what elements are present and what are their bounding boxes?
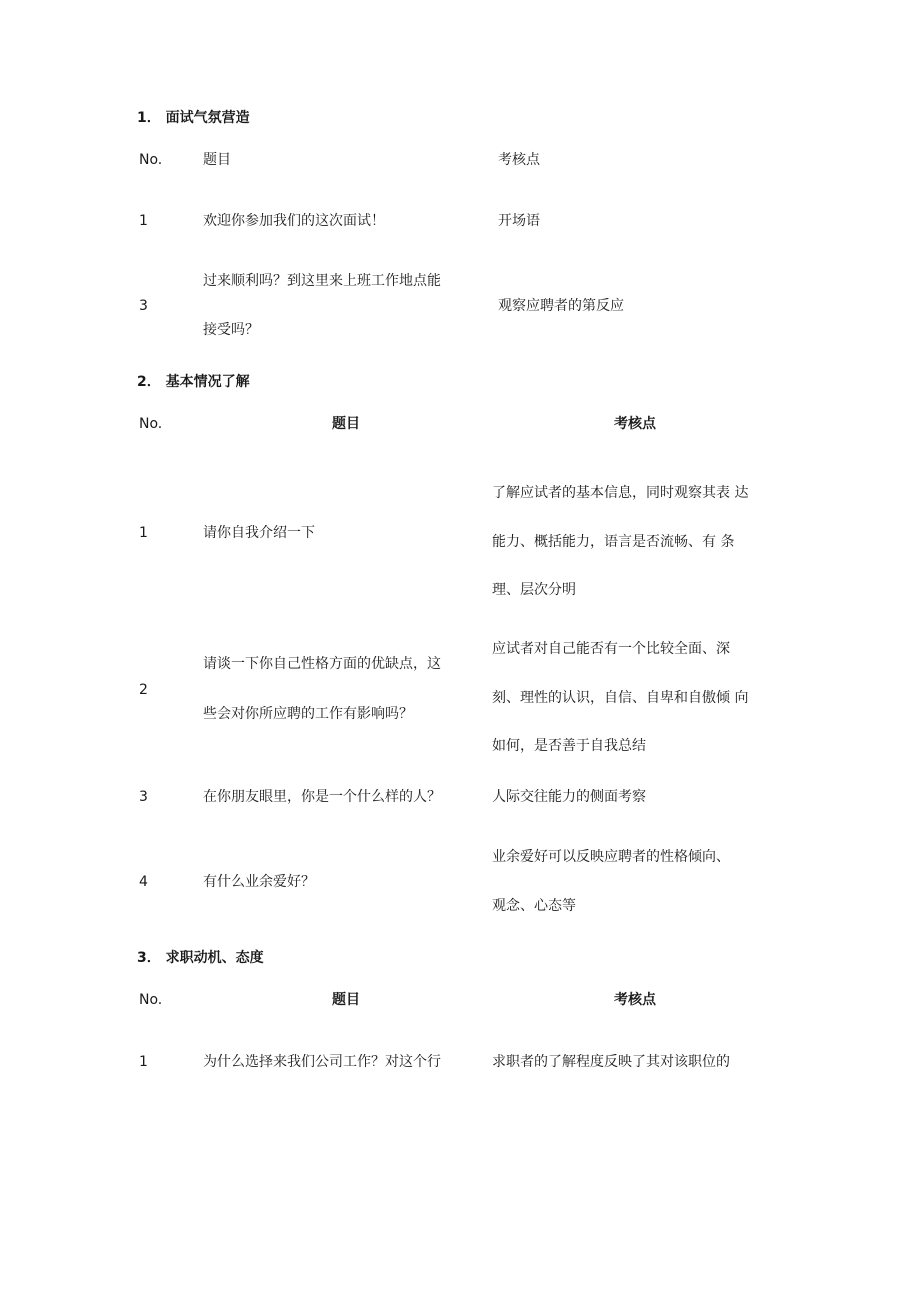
assessment-point-text: 如何，是否善于自我总结 (492, 738, 646, 754)
column-header-no: No. (139, 152, 163, 168)
column-header-question: 题目 (332, 416, 360, 432)
assessment-point-text: 开场语 (498, 213, 540, 229)
assessment-point-text: 观念、心态等 (492, 898, 576, 914)
assessment-point-text: 了解应试者的基本信息，同时观察其表 达 (492, 485, 749, 501)
assessment-point-text: 应试者对自己能否有一个比较全面、深 (492, 641, 730, 657)
question-text: 为什么选择来我们公司工作？对这个行 (203, 1054, 441, 1070)
assessment-point-text: 求职者的了解程度反映了其对该职位的 (492, 1054, 730, 1070)
column-header-point: 考核点 (498, 152, 540, 168)
column-header-no: No. (139, 992, 163, 1008)
question-text: 有什么业余爱好？ (203, 874, 315, 890)
assessment-point-text: 刻、理性的认识，自信、自卑和自傲倾 向 (492, 690, 749, 706)
column-header-no: No. (139, 416, 163, 432)
column-header-point: 考核点 (614, 992, 656, 1008)
question-text: 些会对你所应聘的工作有影响吗？ (203, 706, 413, 722)
section-heading: 1． 面试气氛营造 (137, 110, 250, 126)
row-number: 1 (139, 213, 148, 229)
assessment-point-text: 人际交往能力的侧面考察 (492, 789, 646, 805)
assessment-point-text: 理、层次分明 (492, 582, 576, 598)
assessment-point-text: 能力、概括能力，语言是否流畅、有 条 (492, 534, 735, 550)
row-number: 3 (139, 789, 148, 805)
question-text: 请谈一下你自己性格方面的优缺点，这 (203, 656, 441, 672)
row-number: 4 (139, 874, 148, 890)
section-heading: 2． 基本情况了解 (137, 374, 250, 390)
assessment-point-text: 观察应聘者的第反应 (498, 298, 624, 314)
question-text: 在你朋友眼里，你是一个什么样的人？ (203, 789, 441, 805)
section-heading: 3． 求职动机、态度 (137, 950, 264, 966)
assessment-point-text: 业余爱好可以反映应聘者的性格倾向、 (492, 849, 730, 865)
row-number: 2 (139, 682, 148, 698)
column-header-point: 考核点 (614, 416, 656, 432)
column-header-question: 题目 (332, 992, 360, 1008)
question-text: 接受吗？ (203, 322, 259, 338)
question-text: 请你自我介绍一下 (203, 525, 315, 541)
row-number: 1 (139, 1054, 148, 1070)
row-number: 3 (139, 298, 148, 314)
column-header-question: 题目 (203, 152, 231, 168)
row-number: 1 (139, 525, 148, 541)
question-text: 过来顺利吗？到这里来上班工作地点能 (203, 273, 441, 289)
question-text: 欢迎你参加我们的这次面试！ (203, 213, 385, 229)
